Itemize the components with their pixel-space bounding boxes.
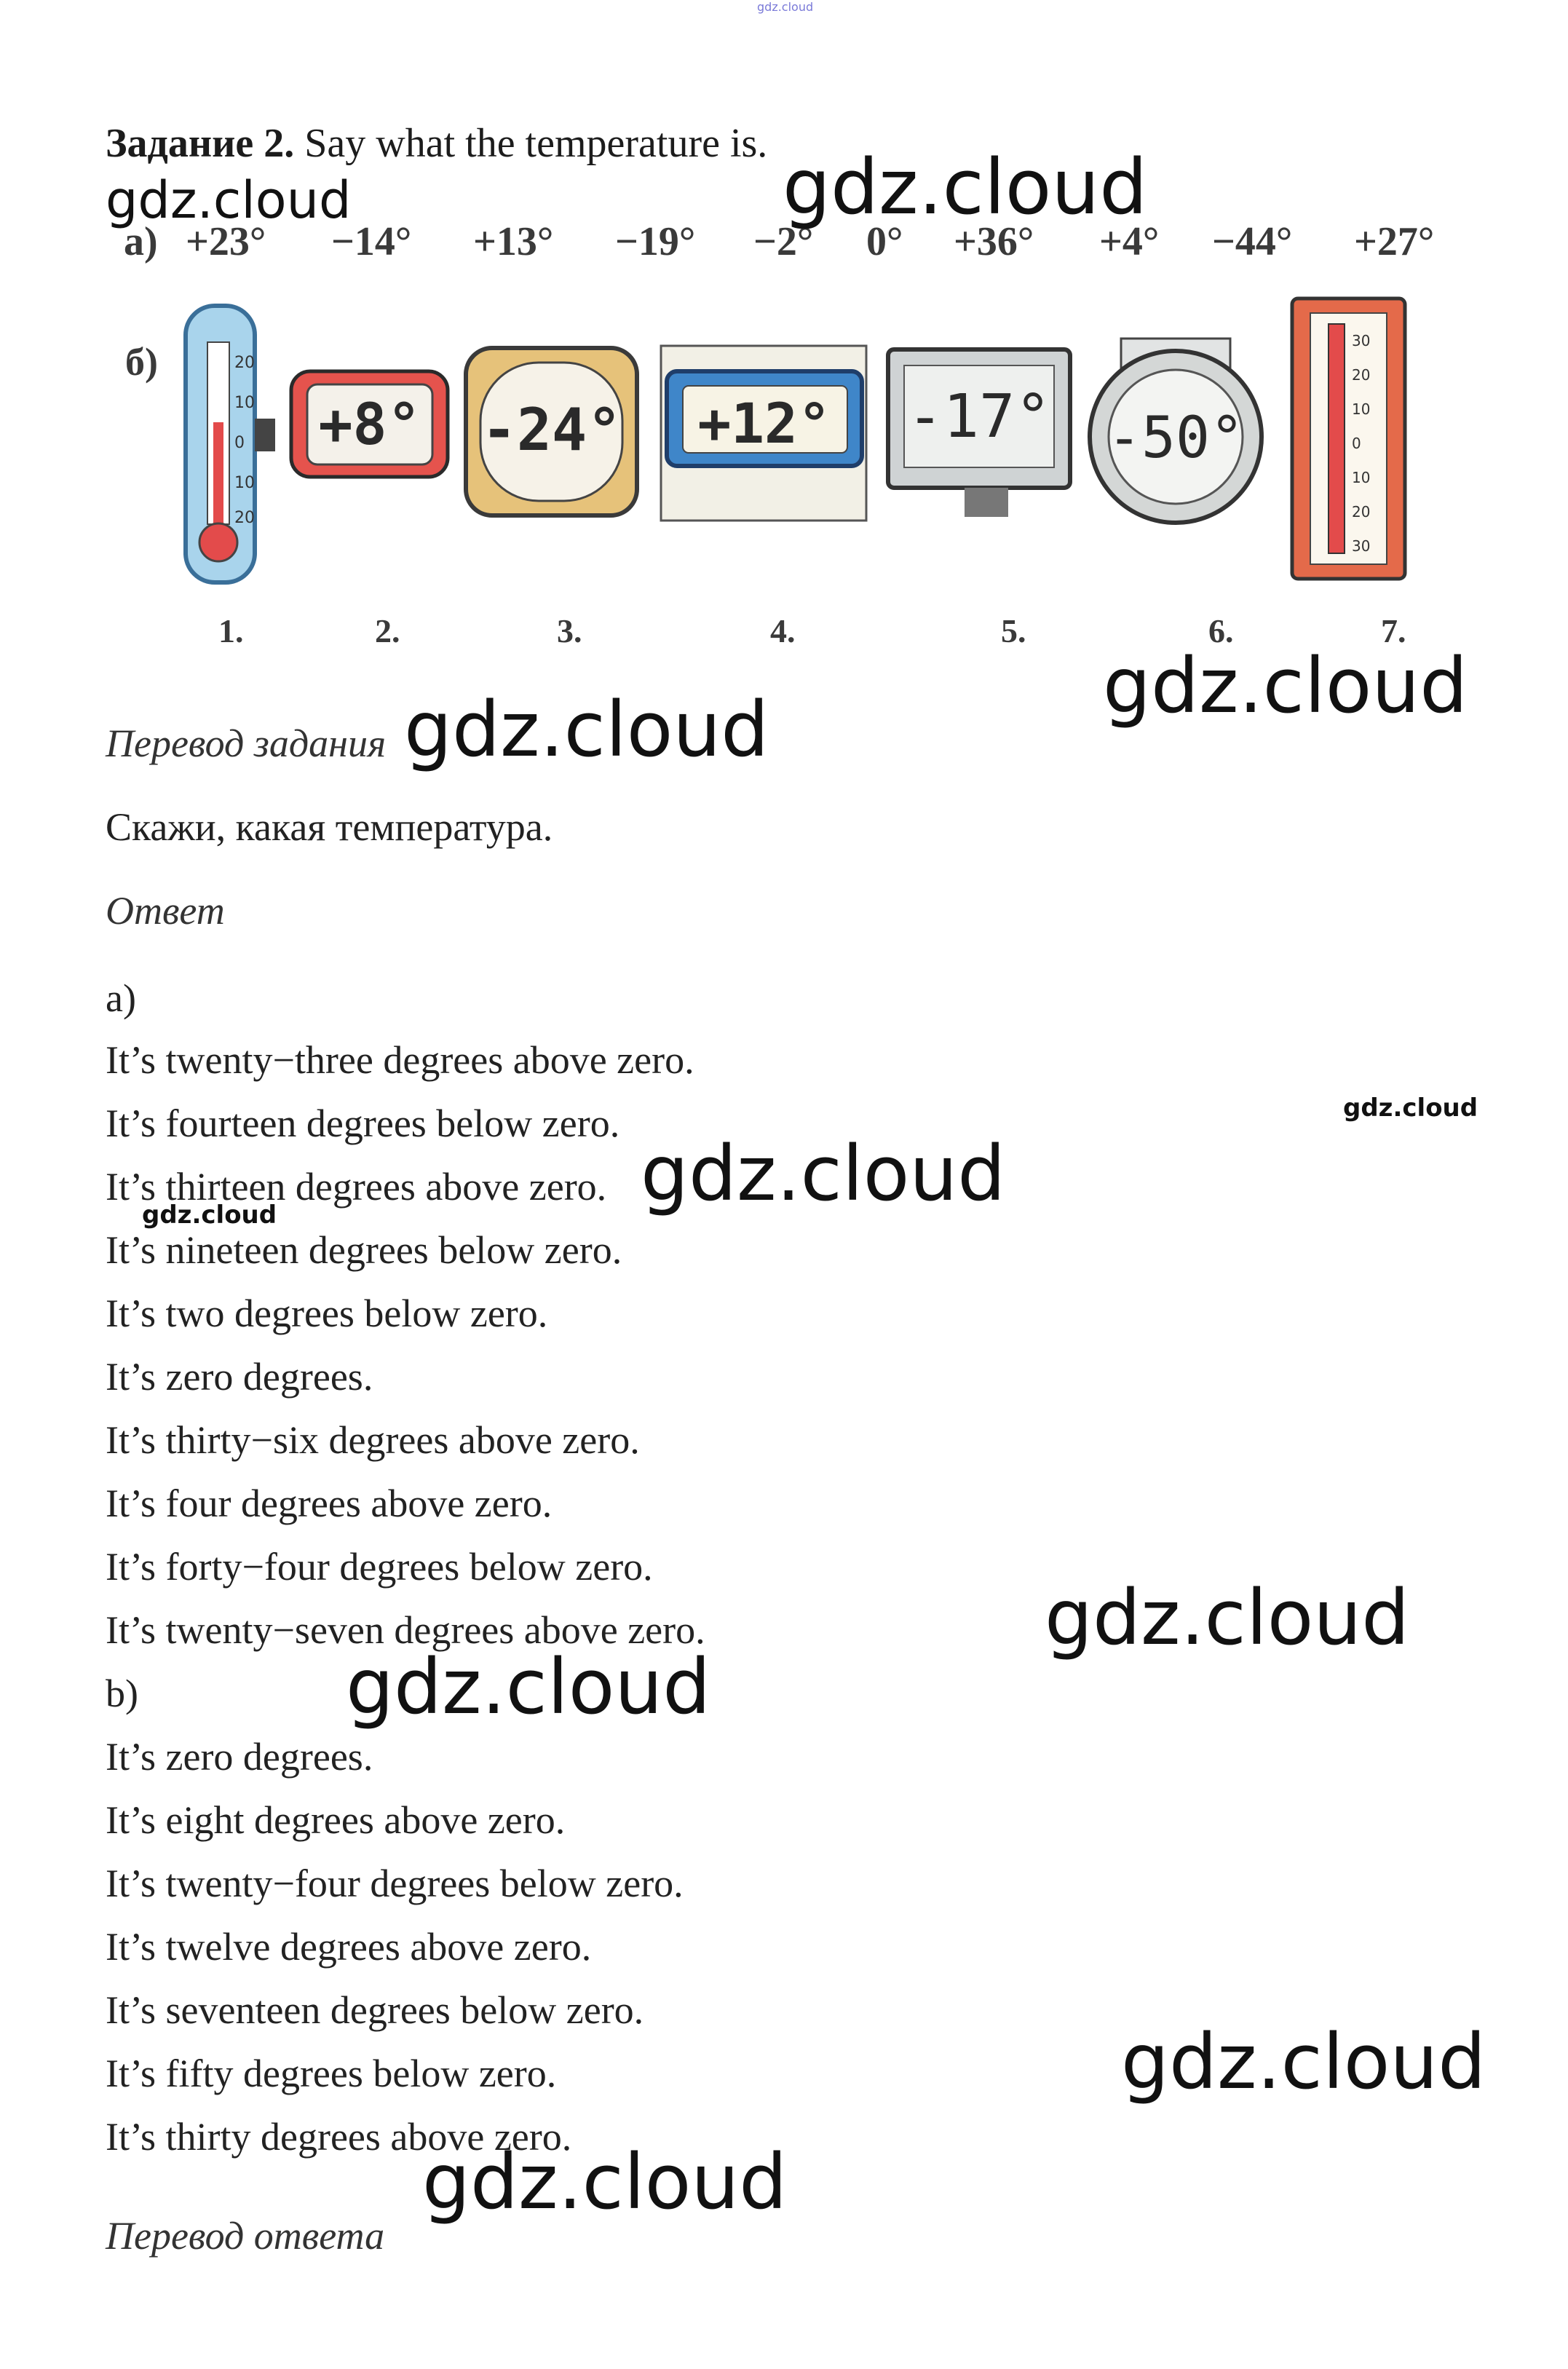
thermometer-7 xyxy=(1292,298,1405,579)
thermometer-number: 7. xyxy=(1381,612,1406,649)
display-value: -24° xyxy=(481,396,622,464)
watermark: gdz.cloud xyxy=(346,1642,711,1731)
temp-value: +13° xyxy=(473,219,554,264)
scale-label: 20 xyxy=(1352,503,1371,521)
answer-b-label: b) xyxy=(106,1672,138,1715)
answer-line: It’s thirty−six degrees above zero. xyxy=(106,1418,640,1462)
answer-line: It’s nineteen degrees below zero. xyxy=(106,1228,622,1272)
task-text: Say what the temperature is. xyxy=(304,121,768,166)
temp-value: +23° xyxy=(186,219,266,264)
watermark: gdz.cloud xyxy=(106,170,352,230)
temp-value: −44° xyxy=(1212,219,1293,264)
answer-line: It’s fourteen degrees below zero. xyxy=(106,1102,620,1145)
watermark: gdz.cloud xyxy=(1121,2017,1486,2106)
temp-value: −2° xyxy=(753,219,814,264)
watermark: gdz.cloud xyxy=(641,1129,1006,1218)
display-value: +8° xyxy=(318,392,421,458)
temp-value: +36° xyxy=(954,219,1034,264)
scale-label: 30 xyxy=(1352,537,1371,555)
answer-line: It’s eight degrees above zero. xyxy=(106,1798,566,1842)
task-label: Задание 2. xyxy=(106,121,295,166)
watermark: gdz.cloud xyxy=(1343,1093,1478,1123)
scale-label: 20 xyxy=(234,354,255,372)
answer-line: It’s zero degrees. xyxy=(106,1355,373,1399)
scale-label: 20 xyxy=(234,509,255,527)
thermometer-number: 5. xyxy=(1001,612,1026,649)
thermometer-3 xyxy=(466,348,637,515)
answer-line: It’s thirty degrees above zero. xyxy=(106,2115,572,2159)
answer-line: It’s four degrees above zero. xyxy=(106,1482,553,1525)
thermometers-illustration xyxy=(116,291,1470,597)
temp-value: +27° xyxy=(1354,219,1435,264)
part-b-label: б) xyxy=(125,340,158,384)
answer-line: It’s twenty−three degrees above zero. xyxy=(106,1038,694,1082)
answer-line: It’s twelve degrees above zero. xyxy=(106,1925,592,1969)
display-value: -50° xyxy=(1107,406,1244,471)
thermometer-number: 3. xyxy=(557,612,582,649)
thermometer-4 xyxy=(661,346,866,521)
scale-label: 10 xyxy=(234,474,255,492)
temp-value: −19° xyxy=(615,219,696,264)
watermark: gdz.cloud xyxy=(422,2137,788,2226)
thermometer-2 xyxy=(291,371,448,477)
answer-line: It’s two degrees below zero. xyxy=(106,1292,548,1335)
thermometer-5 xyxy=(888,349,1070,517)
answer-line: It’s thirteen degrees above zero. xyxy=(106,1165,607,1209)
temp-value: +4° xyxy=(1099,219,1160,264)
thermometer-number: 1. xyxy=(218,612,244,649)
translation-heading: Перевод задания xyxy=(106,721,387,765)
thermometer-1 xyxy=(186,306,275,582)
answer-heading: Ответ xyxy=(106,889,225,933)
task-title xyxy=(106,120,767,167)
thermometer-number: 4. xyxy=(770,612,796,649)
answer-translation-heading: Перевод ответа xyxy=(106,2214,385,2258)
answer-line: It’s twenty−seven degrees above zero. xyxy=(106,1608,705,1652)
scale-label: 10 xyxy=(1352,469,1371,486)
answer-a-label: a) xyxy=(106,976,136,1020)
scale-label: 10 xyxy=(234,394,255,412)
translation-text: Скажи, какая температура. xyxy=(106,805,553,849)
thermometer-number: 6. xyxy=(1208,612,1234,649)
display-value: -17° xyxy=(907,382,1051,451)
answer-line: It’s twenty−four degrees below zero. xyxy=(106,1862,684,1905)
part-a-label: а) xyxy=(124,219,158,264)
watermark: gdz.cloud xyxy=(142,1201,277,1230)
scale-label: 0 xyxy=(234,434,245,452)
watermark-top: gdz.cloud xyxy=(757,0,814,14)
temp-value: 0° xyxy=(866,219,903,264)
watermark: gdz.cloud xyxy=(1045,1573,1410,1662)
answer-line: It’s seventeen degrees below zero. xyxy=(106,1988,644,2032)
watermark: gdz.cloud xyxy=(783,143,1148,232)
scale-label: 30 xyxy=(1352,332,1371,349)
thermometer-6 xyxy=(1090,339,1262,523)
scale-label: 0 xyxy=(1352,435,1361,452)
answer-line: It’s forty−four degrees below zero. xyxy=(106,1545,653,1589)
answer-line: It’s fifty degrees below zero. xyxy=(106,2052,557,2095)
answer-line: It’s zero degrees. xyxy=(106,1735,373,1779)
watermark: gdz.cloud xyxy=(1103,641,1468,730)
thermometer-number: 2. xyxy=(375,612,400,649)
scale-label: 20 xyxy=(1352,366,1371,384)
display-value: +12° xyxy=(697,391,831,456)
temp-value: −14° xyxy=(331,219,412,264)
scale-label: 10 xyxy=(1352,400,1371,418)
watermark: gdz.cloud xyxy=(404,685,769,774)
